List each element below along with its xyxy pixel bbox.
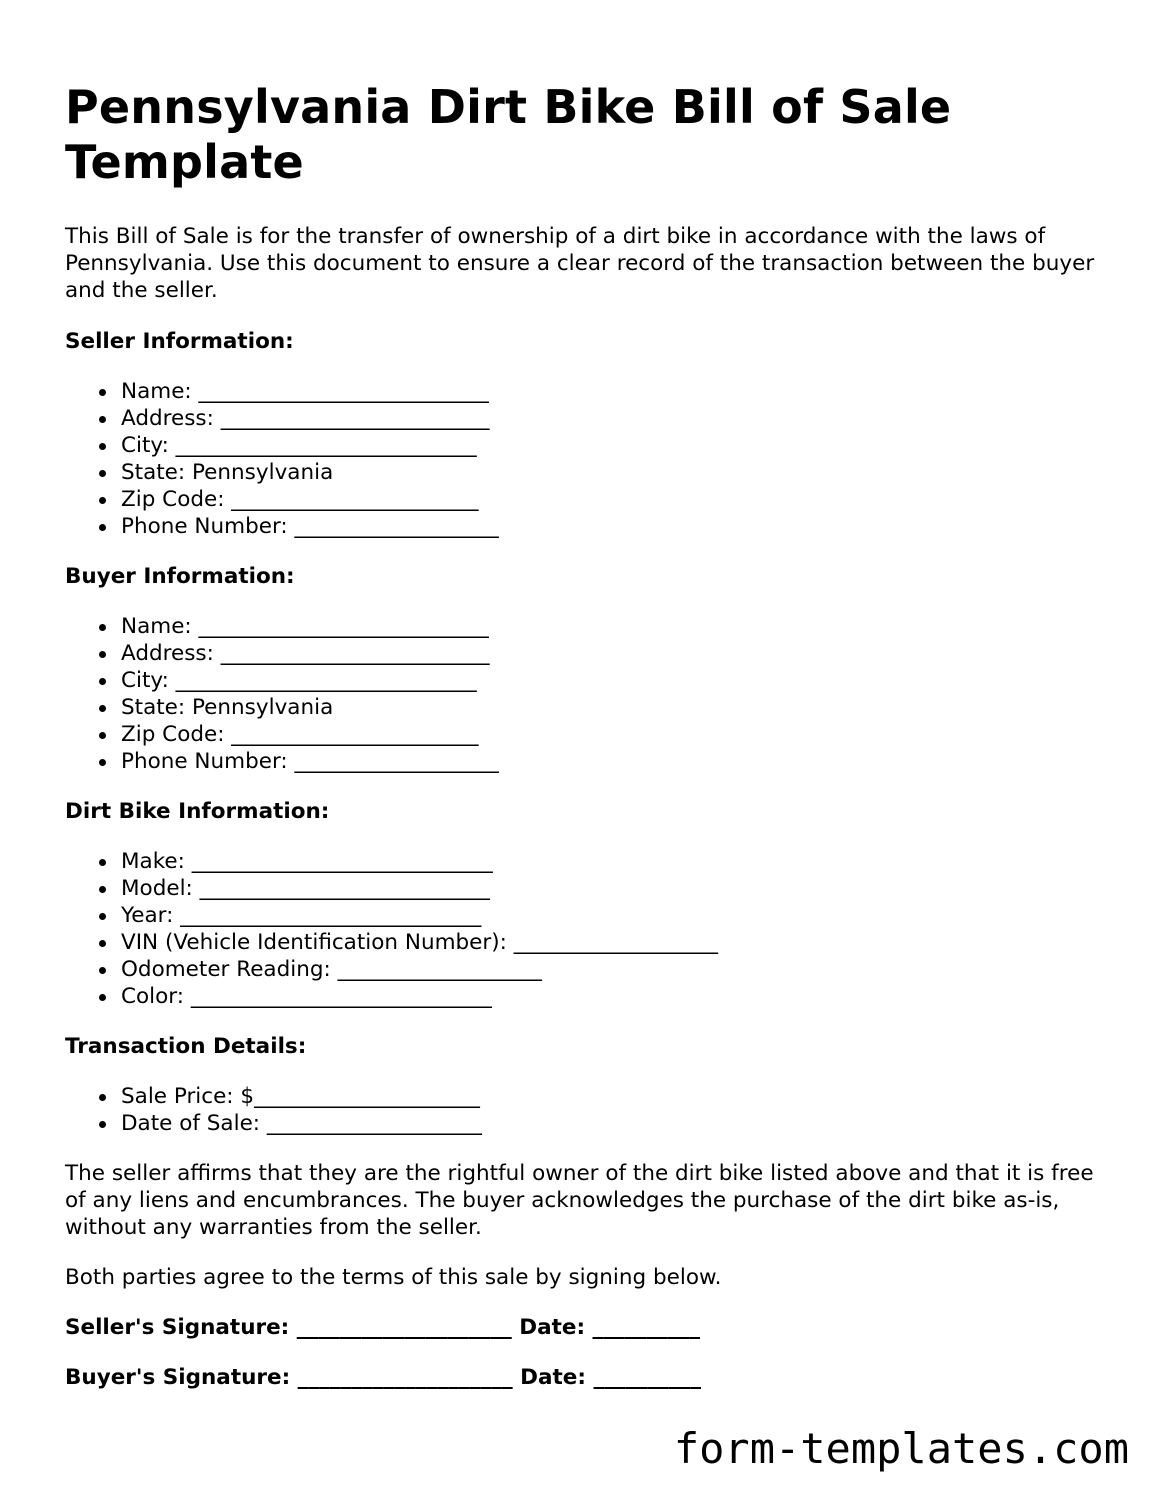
document-page bbox=[65, 80, 1105, 1414]
seller-heading: Seller Information: bbox=[65, 329, 294, 354]
seller-list bbox=[65, 378, 1105, 540]
sale-price-field: Sale Price: $_____________________ bbox=[121, 1083, 1105, 1110]
bike-color-field: Color: ____________________________ bbox=[121, 983, 1105, 1010]
document-title: Pennsylvania Dirt Bike Bill of Sale Template bbox=[65, 80, 952, 189]
bike-model-field: Model: ___________________________ bbox=[121, 875, 1105, 902]
affirmation-paragraph: The seller affirms that they are the rightful owner of the dirt bike listed above and that it is free of any liens and encumbrances. The buyer acknowledges the purchase of the dirt bike as-is, without any warranties from the seller. bbox=[65, 1161, 1094, 1240]
buyer-state-field: State: Pennsylvania bbox=[121, 694, 1105, 721]
bike-odometer-field: Odometer Reading: ___________________ bbox=[121, 956, 1105, 983]
buyer-name-field: Name: ___________________________ bbox=[121, 613, 1105, 640]
seller-signature-line: Seller's Signature: ____________________ Date: __________ bbox=[65, 1315, 701, 1340]
transaction-heading: Transaction Details: bbox=[65, 1034, 307, 1059]
watermark: form-templates.com bbox=[673, 1424, 1129, 1473]
buyer-list bbox=[65, 613, 1105, 775]
seller-zip-field: Zip Code: _______________________ bbox=[121, 486, 1105, 513]
bike-list bbox=[65, 848, 1105, 1010]
bike-year-field: Year: ____________________________ bbox=[121, 902, 1105, 929]
buyer-signature-line: Buyer's Signature: ____________________ Date: __________ bbox=[65, 1365, 701, 1390]
buyer-city-field: City: ____________________________ bbox=[121, 667, 1105, 694]
seller-name-field: Name: ___________________________ bbox=[121, 378, 1105, 405]
bike-make-field: Make: ____________________________ bbox=[121, 848, 1105, 875]
buyer-zip-field: Zip Code: _______________________ bbox=[121, 721, 1105, 748]
sale-date-field: Date of Sale: ____________________ bbox=[121, 1110, 1105, 1137]
seller-phone-field: Phone Number: ___________________ bbox=[121, 513, 1105, 540]
seller-address-field: Address: _________________________ bbox=[121, 405, 1105, 432]
buyer-phone-field: Phone Number: ___________________ bbox=[121, 748, 1105, 775]
agreement-paragraph: Both parties agree to the terms of this sale by signing below. bbox=[65, 1265, 722, 1290]
seller-state-field: State: Pennsylvania bbox=[121, 459, 1105, 486]
intro-paragraph: This Bill of Sale is for the transfer of ownership of a dirt bike in accordance with the laws of Pennsylvania. Use this document to ensure a clear record of the transaction between the buyer and the seller. bbox=[65, 224, 1095, 303]
buyer-address-field: Address: _________________________ bbox=[121, 640, 1105, 667]
bike-heading: Dirt Bike Information: bbox=[65, 799, 330, 824]
seller-city-field: City: ____________________________ bbox=[121, 432, 1105, 459]
buyer-heading: Buyer Information: bbox=[65, 564, 295, 589]
bike-vin-field: VIN (Vehicle Identification Number): ___________________ bbox=[121, 929, 1105, 956]
transaction-list bbox=[65, 1083, 1105, 1137]
